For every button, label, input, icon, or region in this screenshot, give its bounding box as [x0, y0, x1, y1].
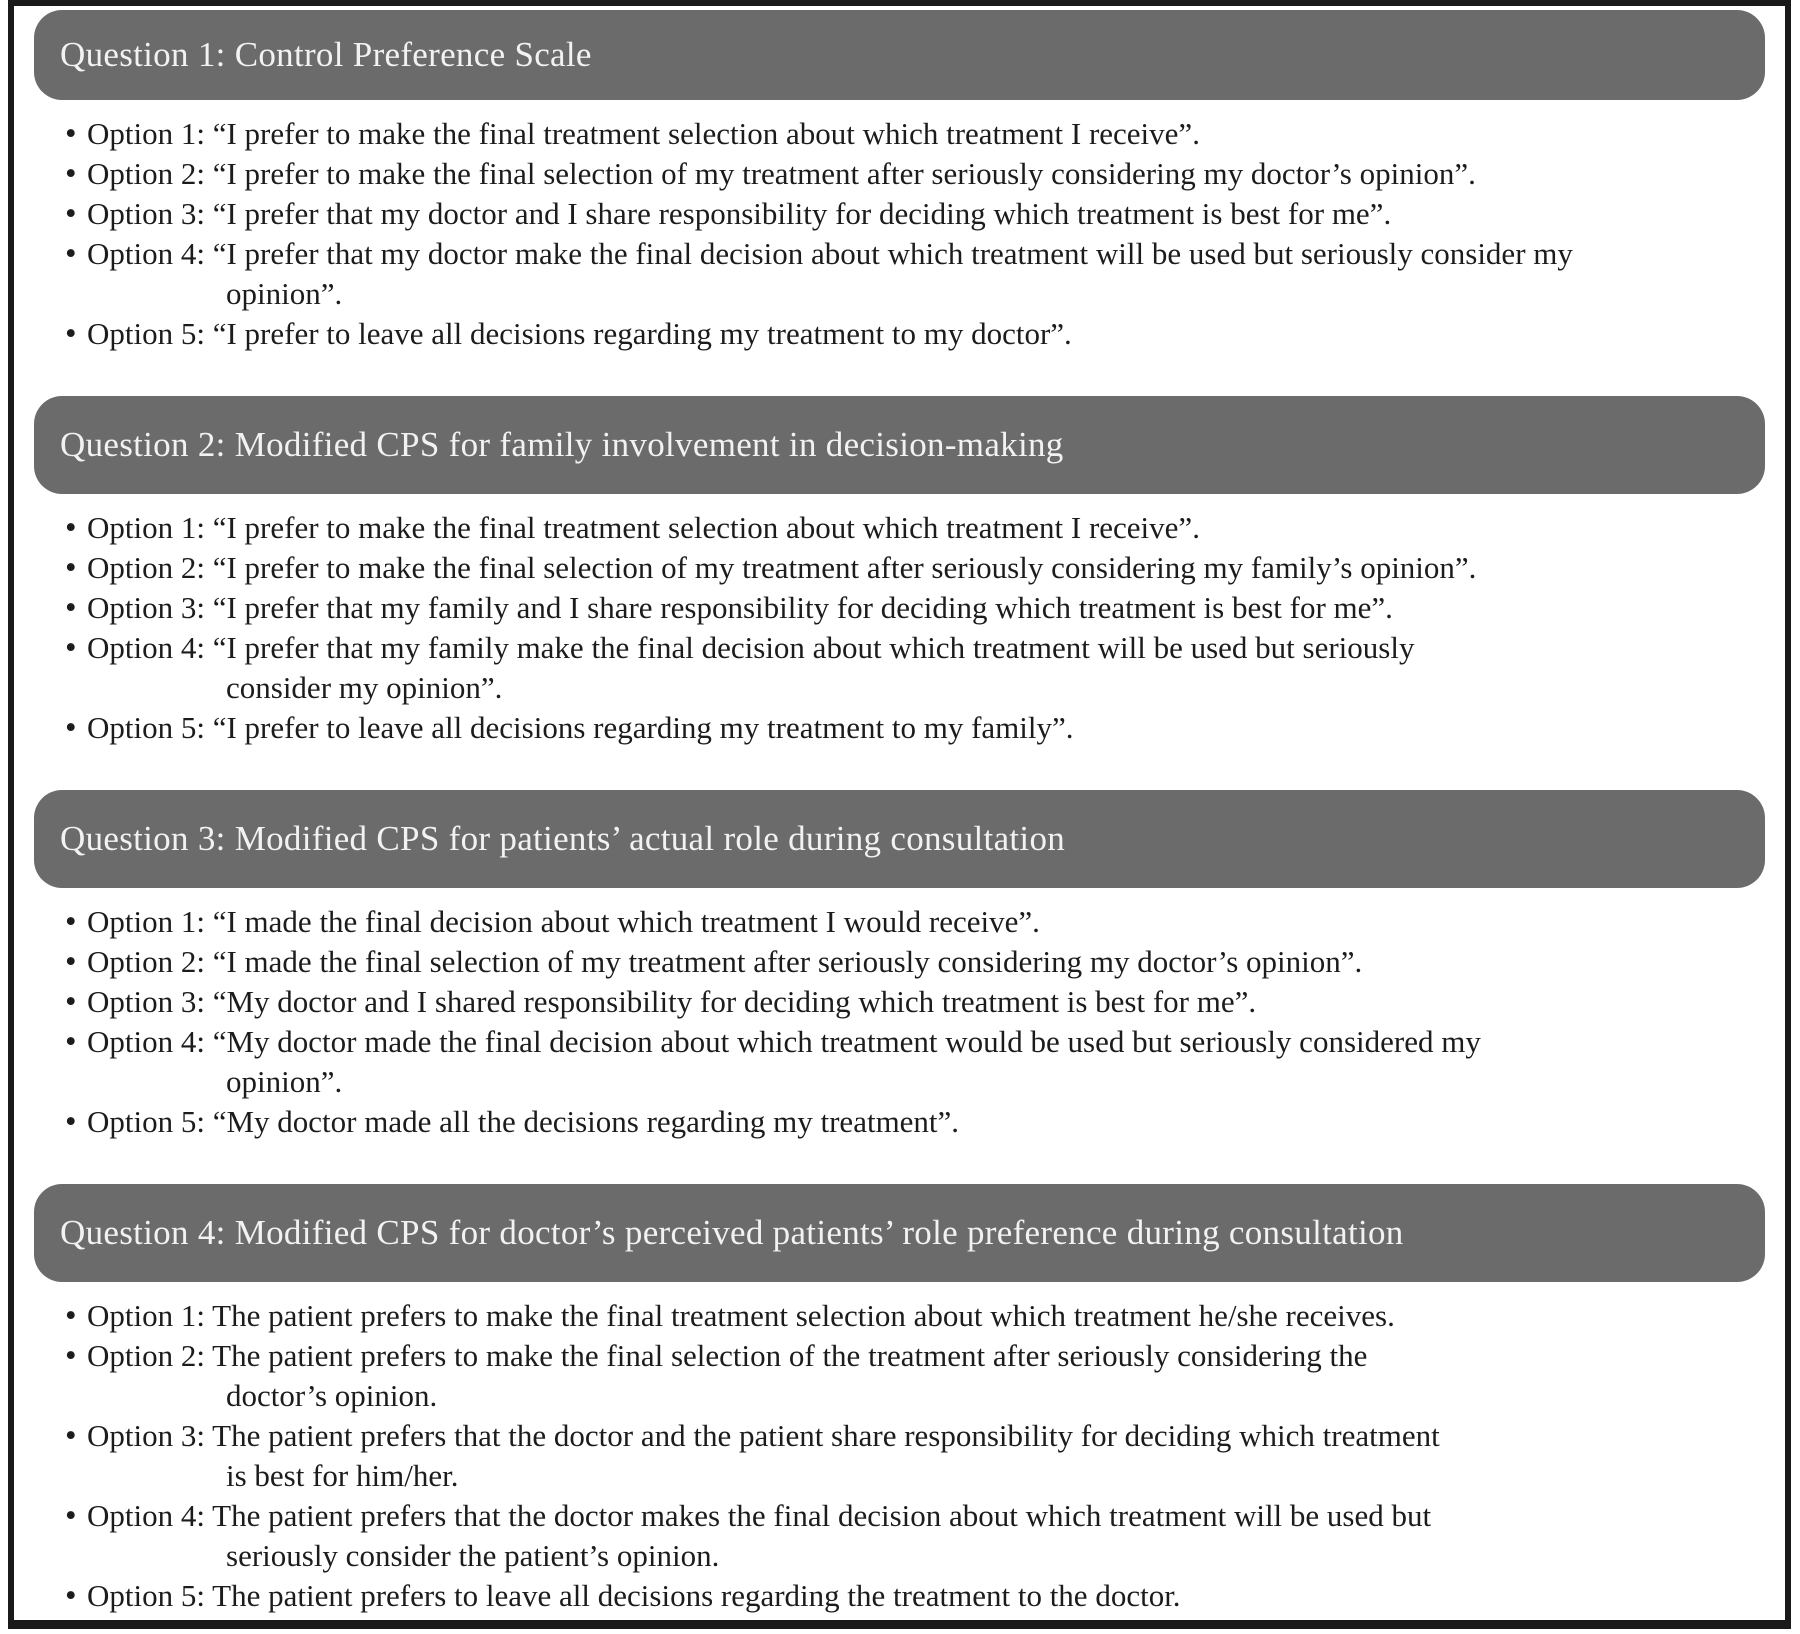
option-text	[87, 1336, 1765, 1416]
option-item	[65, 548, 1765, 588]
option-text	[87, 708, 1765, 748]
option-item	[65, 942, 1765, 982]
option-text	[87, 982, 1765, 1022]
section-header	[34, 10, 1765, 100]
option-item	[65, 1496, 1765, 1576]
option-line: Option 1: “I made the final decision about which treatment I would receive”.	[87, 904, 1040, 939]
option-line: Option 3: “I prefer that my family and I share responsibility for deciding which treatment is best for me”.	[87, 590, 1393, 625]
bullet-icon: •	[65, 156, 77, 192]
question-section	[14, 10, 1785, 354]
option-line: Option 2: “I prefer to make the final selection of my treatment after seriously considering my doctor’s opinion”.	[87, 156, 1476, 191]
bullet-icon: •	[65, 236, 77, 272]
option-text	[87, 154, 1765, 194]
option-item	[65, 1336, 1765, 1416]
bullet-icon: •	[65, 316, 77, 352]
bullet-icon: •	[65, 944, 77, 980]
option-line: Option 2: “I prefer to make the final selection of my treatment after seriously considering my family’s opinion”.	[87, 550, 1477, 585]
option-item	[65, 508, 1765, 548]
option-text	[87, 314, 1765, 354]
option-line-continuation: consider my opinion”.	[226, 670, 503, 705]
option-line: Option 2: “I made the final selection of my treatment after seriously considering my doctor’s opinion”.	[87, 944, 1363, 979]
bullet-icon: •	[65, 1338, 77, 1374]
option-text	[87, 1102, 1765, 1142]
option-item	[65, 1576, 1765, 1616]
option-line: Option 5: The patient prefers to leave all decisions regarding the treatment to the doctor.	[87, 1578, 1181, 1613]
option-line: Option 4: “My doctor made the final decision about which treatment would be used but seriously considered my	[87, 1024, 1481, 1059]
option-line: Option 3: The patient prefers that the doctor and the patient share responsibility for deciding which treatment	[87, 1418, 1440, 1453]
section-title: Question 3: Modified CPS for patients’ actual role during consultation	[60, 819, 1066, 858]
option-item	[65, 628, 1765, 708]
option-line: Option 2: The patient prefers to make the final selection of the treatment after seriously considering the	[87, 1338, 1368, 1373]
section-title: Question 2: Modified CPS for family involvement in decision-making	[60, 425, 1064, 464]
question-section	[14, 1184, 1785, 1616]
bullet-icon: •	[65, 590, 77, 626]
option-item	[65, 194, 1765, 234]
option-item	[65, 1296, 1765, 1336]
bullet-icon: •	[65, 630, 77, 666]
section-header	[34, 1184, 1765, 1282]
bullet-icon: •	[65, 710, 77, 746]
bullet-icon: •	[65, 1024, 77, 1060]
option-item	[65, 708, 1765, 748]
option-item	[65, 982, 1765, 1022]
option-line: Option 4: “I prefer that my doctor make the final decision about which treatment will be used but seriously consider my	[87, 236, 1573, 271]
option-line: Option 1: “I prefer to make the final treatment selection about which treatment I receive”.	[87, 116, 1200, 151]
option-text	[87, 628, 1765, 708]
option-text	[87, 588, 1765, 628]
option-line: Option 3: “I prefer that my doctor and I share responsibility for deciding which treatment is best for me”.	[87, 196, 1392, 231]
options-list	[14, 1296, 1785, 1616]
question-section	[14, 790, 1785, 1142]
option-item	[65, 234, 1765, 314]
bullet-icon: •	[65, 550, 77, 586]
option-line: Option 3: “My doctor and I shared responsibility for deciding which treatment is best for me”.	[87, 984, 1257, 1019]
section-title: Question 1: Control Preference Scale	[60, 35, 592, 74]
option-text	[87, 942, 1765, 982]
option-line-continuation: seriously consider the patient’s opinion.	[226, 1538, 720, 1573]
bullet-icon: •	[65, 1498, 77, 1534]
bullet-icon: •	[65, 196, 77, 232]
options-list	[14, 508, 1785, 748]
option-text	[87, 234, 1765, 314]
option-item	[65, 1416, 1765, 1496]
option-text	[87, 902, 1765, 942]
option-text	[87, 1296, 1765, 1336]
option-line: Option 1: The patient prefers to make the final treatment selection about which treatment he/she receives.	[87, 1298, 1395, 1333]
option-line: Option 4: “I prefer that my family make the final decision about which treatment will be used but seriously	[87, 630, 1415, 665]
bullet-icon: •	[65, 1298, 77, 1334]
option-item	[65, 1022, 1765, 1102]
bullet-icon: •	[65, 1578, 77, 1614]
option-line-continuation: opinion”.	[226, 276, 343, 311]
option-item	[65, 114, 1765, 154]
section-header	[34, 790, 1765, 888]
options-list	[14, 902, 1785, 1142]
option-line-continuation: opinion”.	[226, 1064, 343, 1099]
option-item	[65, 902, 1765, 942]
question-section	[14, 396, 1785, 748]
option-text	[87, 548, 1765, 588]
option-text	[87, 1416, 1765, 1496]
option-text	[87, 194, 1765, 234]
option-item	[65, 1102, 1765, 1142]
options-list	[14, 114, 1785, 354]
bullet-icon: •	[65, 1418, 77, 1454]
option-line: Option 4: The patient prefers that the doctor makes the final decision about which treatment will be used but	[87, 1498, 1432, 1533]
bullet-icon: •	[65, 116, 77, 152]
section-header	[34, 396, 1765, 494]
bullet-icon: •	[65, 510, 77, 546]
option-item	[65, 154, 1765, 194]
option-line: Option 1: “I prefer to make the final treatment selection about which treatment I receive”.	[87, 510, 1200, 545]
option-line-continuation: doctor’s opinion.	[226, 1378, 438, 1413]
option-item	[65, 314, 1765, 354]
bullet-icon: •	[65, 1104, 77, 1140]
bullet-icon: •	[65, 984, 77, 1020]
option-text	[87, 1022, 1765, 1102]
section-title: Question 4: Modified CPS for doctor’s perceived patients’ role preference during consultation	[60, 1213, 1404, 1252]
bullet-icon: •	[65, 904, 77, 940]
option-text	[87, 1576, 1765, 1616]
option-line: Option 5: “I prefer to leave all decisions regarding my treatment to my family”.	[87, 710, 1074, 745]
option-item	[65, 588, 1765, 628]
option-line-continuation: is best for him/her.	[226, 1458, 459, 1493]
option-text	[87, 508, 1765, 548]
figure-frame	[8, 0, 1791, 1629]
option-line: Option 5: “I prefer to leave all decisions regarding my treatment to my doctor”.	[87, 316, 1072, 351]
option-text	[87, 114, 1765, 154]
option-line: Option 5: “My doctor made all the decisions regarding my treatment”.	[87, 1104, 960, 1139]
option-text	[87, 1496, 1765, 1576]
